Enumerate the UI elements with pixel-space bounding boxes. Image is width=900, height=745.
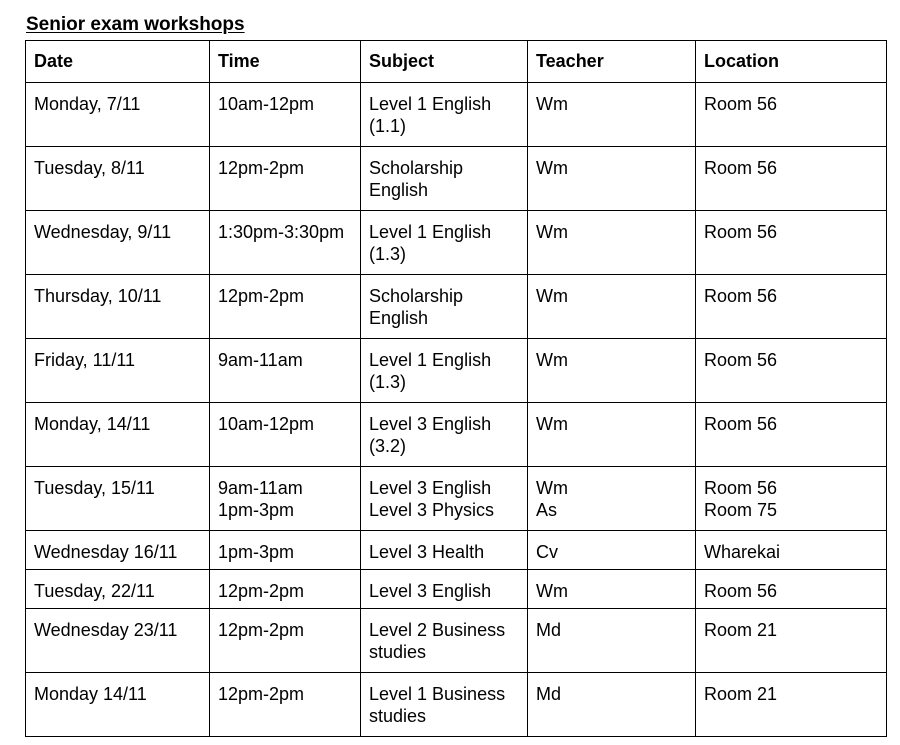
time-cell: 12pm-2pm <box>210 570 361 609</box>
subject-cell: Level 1 English (1.3) <box>361 211 528 275</box>
time-cell: 10am-12pm <box>210 83 361 147</box>
location-cell: Room 56 <box>696 570 887 609</box>
teacher-cell: Cv <box>528 531 696 570</box>
location-cell: Room 56 <box>696 147 887 211</box>
teacher-cell: Wm <box>528 339 696 403</box>
table-header-row <box>26 41 887 83</box>
teacher-line: As <box>536 500 558 520</box>
teacher-cell <box>528 467 696 531</box>
table-row <box>26 531 887 570</box>
table-row <box>26 673 887 737</box>
date-cell: Wednesday, 9/11 <box>26 211 210 275</box>
subject-cell: Level 3 Health <box>361 531 528 570</box>
table-row <box>26 609 887 673</box>
date-cell: Monday, 14/11 <box>26 403 210 467</box>
time-cell: 12pm-2pm <box>210 147 361 211</box>
time-cell: 12pm-2pm <box>210 673 361 737</box>
table-row <box>26 467 887 531</box>
subject-cell: Scholarship English <box>361 147 528 211</box>
time-cell: 12pm-2pm <box>210 609 361 673</box>
table-row <box>26 83 887 147</box>
table-row <box>26 147 887 211</box>
column-header-subject: Subject <box>361 41 528 83</box>
date-cell: Monday, 7/11 <box>26 83 210 147</box>
subject-cell: Level 3 English (3.2) <box>361 403 528 467</box>
location-cell: Room 56 <box>696 275 887 339</box>
location-cell: Room 56 <box>696 211 887 275</box>
subject-cell <box>361 467 528 531</box>
location-cell: Room 21 <box>696 609 887 673</box>
date-cell: Wednesday 23/11 <box>26 609 210 673</box>
location-cell: Room 21 <box>696 673 887 737</box>
teacher-cell: Wm <box>528 275 696 339</box>
time-cell: 10am-12pm <box>210 403 361 467</box>
teacher-cell: Wm <box>528 570 696 609</box>
table-row <box>26 570 887 609</box>
time-cell: 9am-11am <box>210 339 361 403</box>
location-line: Room 56 <box>704 478 778 498</box>
location-cell: Room 56 <box>696 339 887 403</box>
time-line: 1pm-3pm <box>218 500 295 520</box>
time-cell: 1:30pm-3:30pm <box>210 211 361 275</box>
time-line: 9am-11am <box>218 478 303 498</box>
column-header-location: Location <box>696 41 887 83</box>
date-cell: Monday 14/11 <box>26 673 210 737</box>
table-row <box>26 339 887 403</box>
time-cell: 1pm-3pm <box>210 531 361 570</box>
subject-cell: Scholarship English <box>361 275 528 339</box>
column-header-date: Date <box>26 41 210 83</box>
subject-cell: Level 1 Business studies <box>361 673 528 737</box>
subject-line: Level 3 Physics <box>369 500 495 520</box>
subject-cell: Level 1 English (1.1) <box>361 83 528 147</box>
time-cell <box>210 467 361 531</box>
teacher-cell: Wm <box>528 403 696 467</box>
location-cell: Room 56 <box>696 403 887 467</box>
date-cell: Tuesday, 22/11 <box>26 570 210 609</box>
document-title: Senior exam workshops <box>26 14 245 35</box>
date-cell: Friday, 11/11 <box>26 339 210 403</box>
teacher-cell: Md <box>528 673 696 737</box>
date-cell: Tuesday, 15/11 <box>26 467 210 531</box>
location-cell: Wharekai <box>696 531 887 570</box>
teacher-cell: Md <box>528 609 696 673</box>
teacher-cell: Wm <box>528 147 696 211</box>
table-row <box>26 403 887 467</box>
table-row <box>26 211 887 275</box>
teacher-cell: Wm <box>528 211 696 275</box>
date-cell: Thursday, 10/11 <box>26 275 210 339</box>
subject-cell: Level 1 English (1.3) <box>361 339 528 403</box>
teacher-line: Wm <box>536 478 568 498</box>
subject-cell: Level 2 Business studies <box>361 609 528 673</box>
workshop-schedule-table <box>25 40 887 737</box>
subject-line: Level 3 English <box>369 478 492 498</box>
subject-cell: Level 3 English <box>361 570 528 609</box>
time-cell: 12pm-2pm <box>210 275 361 339</box>
column-header-teacher: Teacher <box>528 41 696 83</box>
column-header-time: Time <box>210 41 361 83</box>
teacher-cell: Wm <box>528 83 696 147</box>
table-row <box>26 275 887 339</box>
date-cell: Tuesday, 8/11 <box>26 147 210 211</box>
date-cell: Wednesday 16/11 <box>26 531 210 570</box>
location-line: Room 75 <box>704 500 778 520</box>
location-cell: Room 56 <box>696 83 887 147</box>
location-cell <box>696 467 887 531</box>
